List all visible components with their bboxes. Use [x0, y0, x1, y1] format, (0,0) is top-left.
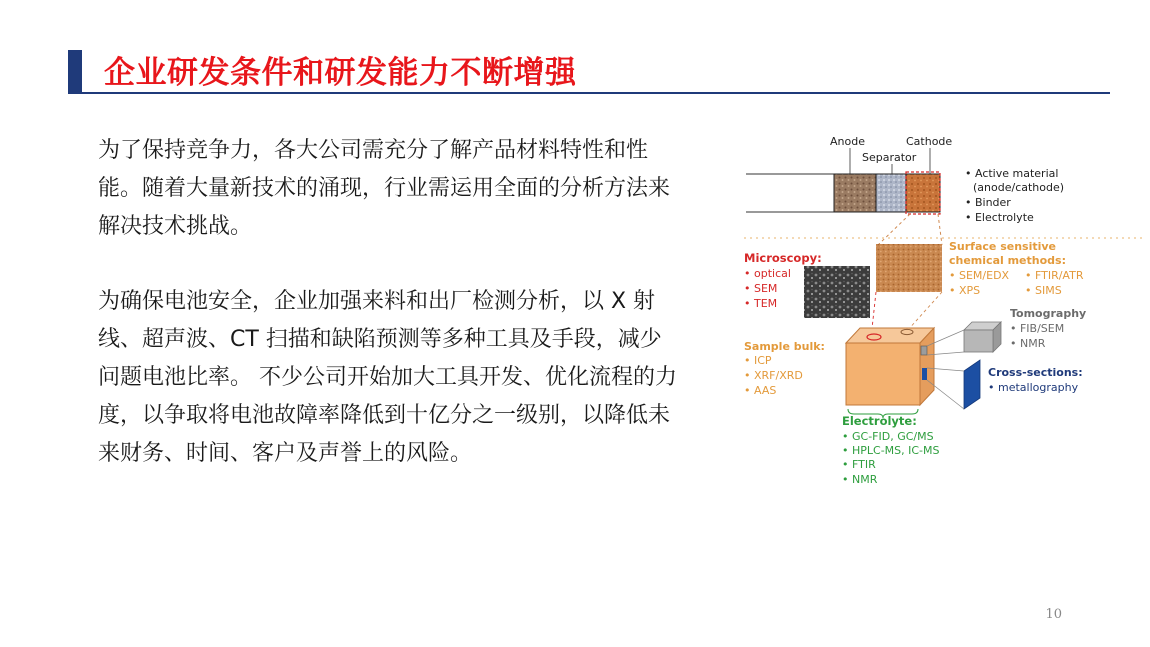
sample-bulk-item-1: • ICP — [744, 354, 772, 367]
cross-link-2 — [927, 380, 964, 409]
zoom-line-right — [938, 214, 942, 245]
paragraph-1: 为了保持竞争力，各大公司需充分了解产品材料特性和性能。随着大量新技术的涌现，行业需运用全面的分析方法来解决技术挑战。 — [98, 138, 671, 239]
separator-layer — [876, 174, 906, 212]
tomo-cube-front — [964, 330, 993, 352]
slide-title: 企业研发条件和研发能力不断增强 — [104, 55, 577, 91]
component-line-1: • Active material — [965, 167, 1059, 180]
cube-top — [846, 328, 934, 343]
microscopy-item-3: • TEM — [744, 297, 778, 310]
micro-link-right — [907, 292, 942, 331]
sample-bulk-item-3: • AAS — [744, 384, 777, 397]
sample-bulk-title: Sample bulk: — [744, 340, 825, 353]
surface-item-3: • XPS — [949, 284, 981, 297]
cathode-layer — [906, 174, 940, 212]
surface-micrograph — [876, 244, 942, 292]
component-line-3: • Binder — [965, 196, 1011, 209]
title-underline — [68, 92, 1110, 94]
anode-label: Anode — [830, 135, 865, 148]
electrolyte-item-3: • FTIR — [842, 458, 876, 471]
zoom-line-left — [878, 214, 910, 245]
cross-sections-title: Cross-sections: — [988, 366, 1083, 379]
cube-section-sample — [922, 368, 927, 380]
microscopy-item-1: • optical — [744, 267, 791, 280]
component-line-4: • Electrolyte — [965, 211, 1034, 224]
anode-layer — [834, 174, 876, 212]
component-line-2: (anode/cathode) — [973, 181, 1065, 194]
tomography-item-1: • FIB/SEM — [1010, 322, 1065, 335]
cross-section-slab — [964, 360, 980, 409]
cube-tomo-sample — [921, 346, 927, 355]
page-number: 10 — [1045, 607, 1062, 622]
electrolyte-item-1: • GC-FID, GC/MS — [842, 430, 934, 443]
paragraph-2: 为确保电池安全，企业加强来料和出厂检测分析，以 X 射线、超声波、CT 扫描和缺陷预测等多种工具及手段，减少问题电池比率。 不少公司开始加大工具开发、优化流程的力度，以争取将电池故障率降低到十亿分之一级别，以降低未来财务、时间、客户及声誉上的风险。 — [98, 289, 677, 466]
tomography-item-2: • NMR — [1010, 337, 1046, 350]
electrolyte-item-2: • HPLC-MS, IC-MS — [842, 444, 940, 457]
cube-front — [846, 343, 920, 405]
electrolyte-title: Electrolyte: — [842, 414, 917, 428]
title-accent-bar — [68, 50, 82, 94]
surface-item-4: • SIMS — [1025, 284, 1062, 297]
microscopy-title: Microscopy: — [744, 251, 822, 265]
body-text — [98, 132, 683, 510]
cross-sections-item-1: • metallography — [988, 381, 1079, 394]
surface-item-2: • FTIR/ATR — [1025, 269, 1084, 282]
surface-item-1: • SEM/EDX — [949, 269, 1010, 282]
sem-micrograph — [804, 266, 870, 318]
surface-title-2: chemical methods: — [949, 254, 1066, 267]
tomography-title: Tomography — [1010, 307, 1087, 320]
microscopy-item-2: • SEM — [744, 282, 778, 295]
electrolyte-item-4: • NMR — [842, 473, 878, 486]
battery-analysis-figure — [742, 128, 1142, 498]
separator-label: Separator — [862, 151, 917, 164]
cathode-label: Cathode — [906, 135, 953, 148]
surface-title-1: Surface sensitive — [949, 240, 1057, 253]
sample-bulk-item-2: • XRF/XRD — [744, 369, 803, 382]
